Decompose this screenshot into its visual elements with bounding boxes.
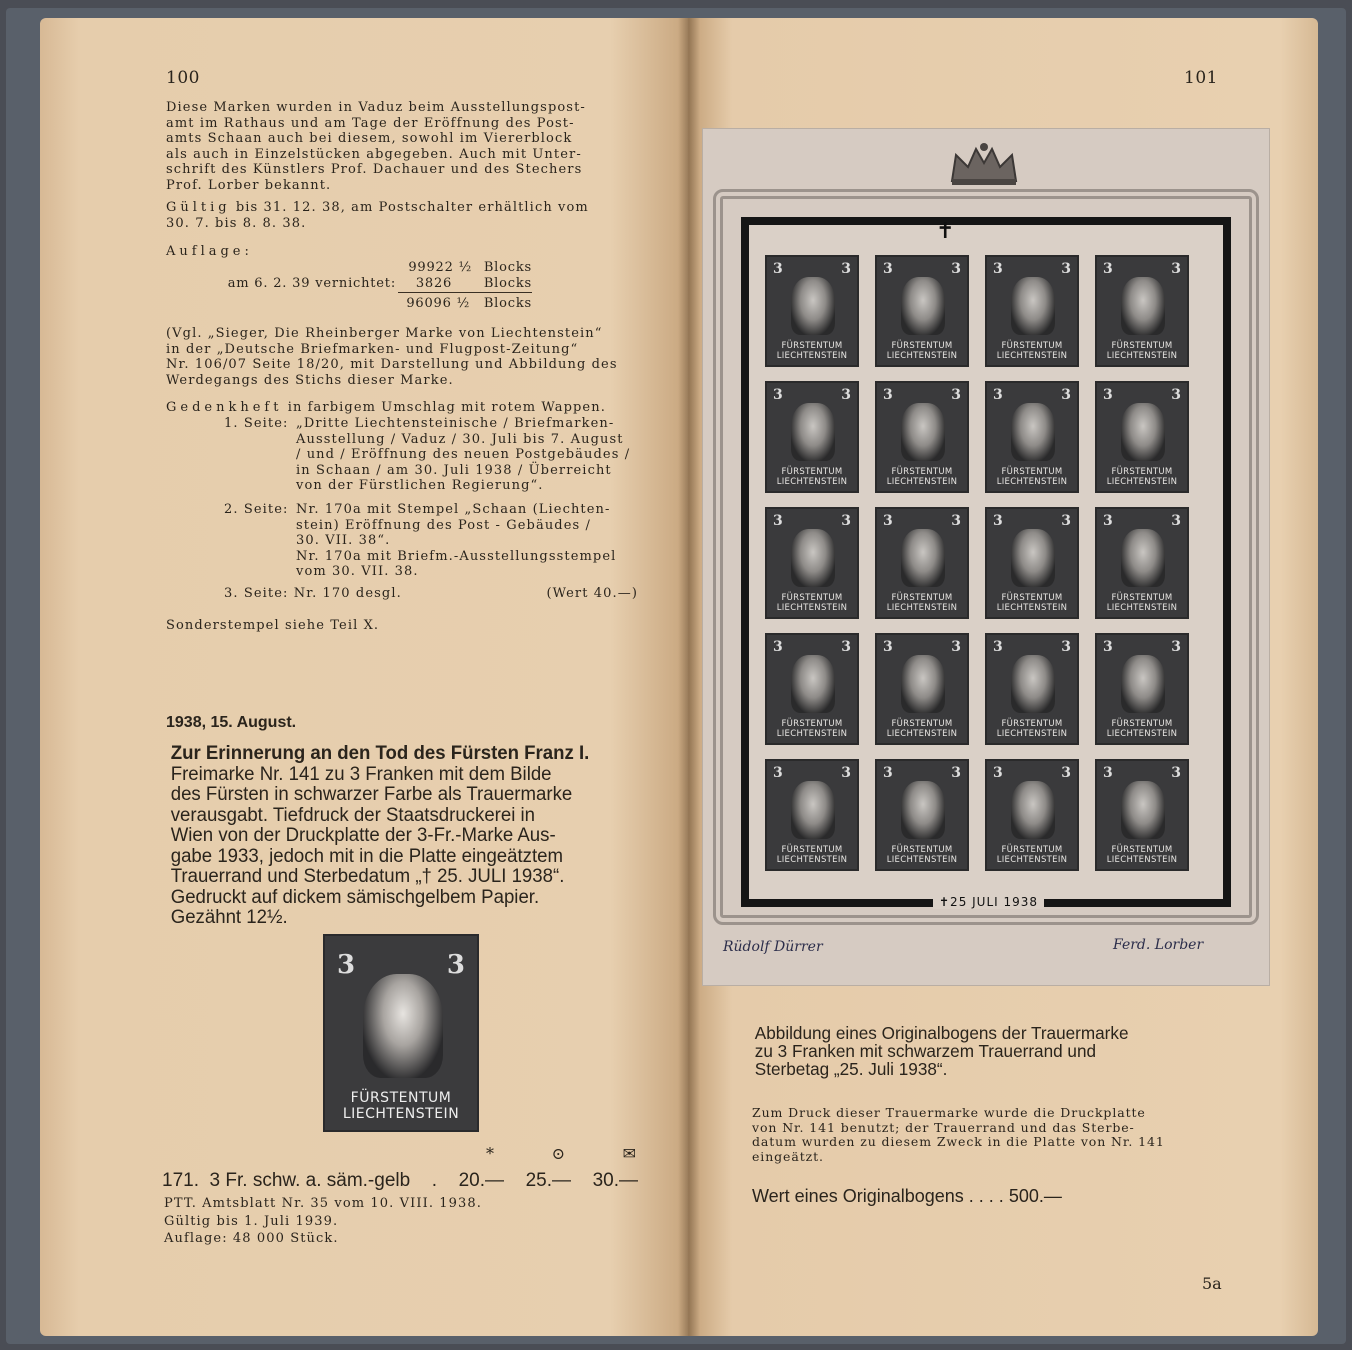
edition-row: 3826 Blocks <box>398 276 532 294</box>
main-paragraph: Zur Erinnerung an den Tod des Fürsten Franz I. Freimarke Nr. 141 zu 3 Franken mit dem Bilde des Fürsten in schwarzer Farbe als Trauermarke verausgabt. Tiefdruck der Staatsdruckerei in Wien von der Druckplatte der 3-Fr.-Marke Aus- gabe 1933, jedoch mit in die Platte eingeätztem Trauerrand und Sterbedatum „† 25. JULI 1938“. Gedruckt auf dickem sämischgelbem Papier. Gezähnt 12½. <box>171 744 634 929</box>
side2-label: 2. Seite: <box>224 502 289 517</box>
sheet-stamp: 3 3 FÜRSTENTUM LIECHTENSTEIN <box>875 507 969 619</box>
reference-paragraph <box>166 326 638 388</box>
left-page <box>40 18 688 1336</box>
catalog-desc: 3 Fr. schw. a. säm.-gelb <box>209 1170 411 1191</box>
used-icon: ⊙ <box>551 1144 565 1163</box>
intro-line: schrift des Künstlers Prof. Dachauer und des Stechers <box>166 162 583 177</box>
intro-line: amt im Rathaus und am Tage der Eröffnung des Post- <box>166 115 575 131</box>
sheet-stamp: 3 3 FÜRSTENTUM LIECHTENSTEIN <box>985 759 1079 871</box>
edition-label: Auflage: <box>166 244 253 259</box>
sheet-stamp: 3 3 FÜRSTENTUM LIECHTENSTEIN <box>1095 507 1189 619</box>
sheet-stamp: 3 3 FÜRSTENTUM LIECHTENSTEIN <box>1095 255 1189 367</box>
intro-line: Prof. Lorber bekannt. <box>166 177 332 193</box>
validity-label: Gültig <box>166 200 231 215</box>
signature-artist: Rüdolf Dürrer <box>723 939 823 955</box>
reference-line: in der „Deutsche Briefmarken- und Flugpost-Zeitung“ <box>166 341 579 357</box>
sheet-stamp: 3 3 FÜRSTENTUM LIECHTENSTEIN <box>765 507 859 619</box>
page-number-left: 100 <box>166 68 200 88</box>
sheet-stamp: 3 3 FÜRSTENTUM LIECHTENSTEIN <box>765 255 859 367</box>
sheet-caption: Abbildung eines Originalbogens der Trauermarke zu 3 Franken mit schwarzem Trauerrand und Sterbetag „25. Juli 1938“. <box>754 1023 1129 1079</box>
edition-table: 99922 ½ Blocks 3826 Blocks am 6. 2. 39 vernichtet: 96096 ½ Blocks <box>220 260 532 312</box>
reference-line: Werdegangs des Stichs dieser Marke. <box>166 372 454 388</box>
crown-icon <box>948 141 1020 187</box>
validity-paragraph <box>166 200 638 231</box>
intro-paragraph <box>166 100 638 193</box>
sheet-stamp: 3 3 FÜRSTENTUM LIECHTENSTEIN <box>985 507 1079 619</box>
stamp-label: FÜRSTENTUM LIECHTENSTEIN <box>342 1090 460 1122</box>
side1-label: 1. Seite: <box>224 416 289 431</box>
sheet-stamp: 3 3 FÜRSTENTUM LIECHTENSTEIN <box>1095 759 1189 871</box>
intro-line: als auch in Einzelstücken abgegeben. Auch mit Unter- <box>166 146 582 162</box>
price-mint: 20.— <box>458 1170 505 1191</box>
side1-text: „Dritte Liechtensteinische / Briefmarken- Ausstellung / Vaduz / 30. Juli bis 7. August / und / Eröffnung des neuen Postgebäudes / in Schaan / am 30. Juli 1938 / Überreicht von der Fürstlichen Regierung“. <box>296 416 631 493</box>
portrait-oval <box>363 974 443 1078</box>
side3-row: 3. Seite: Nr. 170 desgl. (Wert 40.—) <box>224 586 638 601</box>
intro-line: amts Schaan auch bei diesem, sowohl im Viererblock <box>166 131 573 146</box>
book-spread <box>6 8 1346 1344</box>
reference-line: (Vgl. „Sieger, Die Rheinberger Marke von Liechtenstein“ <box>166 326 603 341</box>
stamp-image <box>323 934 479 1132</box>
stamp-value: 3 <box>446 950 465 980</box>
booklet-intro: in farbigem Umschlag mit rotem Wappen. <box>287 400 606 415</box>
sheet-stamp: 3 3 FÜRSTENTUM LIECHTENSTEIN <box>875 381 969 493</box>
sheet-stamp: 3 3 FÜRSTENTUM LIECHTENSTEIN <box>1095 381 1189 493</box>
signature-engraver: Ferd. Lorber <box>1113 937 1204 953</box>
mint-icon: * <box>486 1144 494 1163</box>
sheet-stamp: 3 3 FÜRSTENTUM LIECHTENSTEIN <box>1095 633 1189 745</box>
sheet-stamp: 3 3 FÜRSTENTUM LIECHTENSTEIN <box>875 633 969 745</box>
sheet-date: ✝25 JULI 1938 <box>933 895 1044 909</box>
sheet-value-row <box>752 1186 1062 1207</box>
validity-line: 30. 7. bis 8. 8. 38. <box>166 215 307 231</box>
edition-row: 96096 ½ Blocks <box>406 296 532 311</box>
stamp-sheet-photo <box>702 128 1270 986</box>
sheet-stamp: 3 3 FÜRSTENTUM LIECHTENSTEIN <box>875 759 969 871</box>
sheet-stamp: 3 3 FÜRSTENTUM LIECHTENSTEIN <box>985 255 1079 367</box>
sheet-stamp: 3 3 FÜRSTENTUM LIECHTENSTEIN <box>765 759 859 871</box>
sheet-stamp: 3 3 FÜRSTENTUM LIECHTENSTEIN <box>875 255 969 367</box>
intro-line: Diese Marken wurden in Vaduz beim Ausstellungspost- <box>166 100 586 115</box>
booklet-heading <box>166 400 638 416</box>
sheet-stamp: 3 3 FÜRSTENTUM LIECHTENSTEIN <box>765 381 859 493</box>
sheet-stamp: 3 3 FÜRSTENTUM LIECHTENSTEIN <box>985 381 1079 493</box>
sheet-value-label: Wert eines Originalbogens . . . . <box>752 1186 1004 1206</box>
side2-text: Nr. 170a mit Stempel „Schaan (Liechten- stein) Eröffnung des Post - Gebäudes / 30. VII. 38“. Nr. 170a mit Briefm.-Ausstellungsstempel vom 30. VII. 38. <box>296 502 617 579</box>
sheet-note: Zum Druck dieser Trauermarke wurde die Druckplatte von Nr. 141 benutzt; der Trauerrand und das Sterbe- datum wurden zu diesem Zweck in die Platte von Nr. 141 eingeätzt. <box>752 1105 1165 1164</box>
main-title: Zur Erinnerung an den Tod des Fürsten Franz I. <box>170 743 590 764</box>
price-symbols <box>486 1144 636 1163</box>
edition-row: 99922 ½ Blocks <box>408 260 532 275</box>
cross-icon: ✝ <box>936 219 955 244</box>
date-heading: 1938, 15. August. <box>166 714 297 731</box>
stamp-grid <box>765 255 1211 871</box>
cover-icon: ✉ <box>622 1144 636 1163</box>
catalog-notes: PTT. Amtsblatt Nr. 35 vom 10. VIII. 1938. Gültig bis 1. Juli 1939. Auflage: 48 000 Stück. <box>164 1196 483 1246</box>
catalog-number: 171. <box>162 1170 199 1191</box>
stamp-value: 3 <box>337 950 356 980</box>
catalog-row: 171. 3 Fr. schw. a. säm.-gelb . 20.— 25.— 30.— <box>162 1170 638 1191</box>
signature-mark: 5a <box>1202 1274 1222 1293</box>
price-cover: 30.— <box>592 1170 638 1191</box>
special-stamp-note: Sonderstempel siehe Teil X. <box>166 618 380 633</box>
reference-line: Nr. 106/07 Seite 18/20, mit Darstellung und Abbildung des <box>166 357 618 372</box>
sheet-value-price: 500.— <box>1008 1186 1062 1206</box>
sheet-stamp: 3 3 FÜRSTENTUM LIECHTENSTEIN <box>765 633 859 745</box>
validity-line: bis 31. 12. 38, am Postschalter erhältlich vom <box>235 200 589 215</box>
side3-value: (Wert 40.—) <box>546 586 638 601</box>
price-used: 25.— <box>525 1170 571 1191</box>
right-page <box>688 18 1318 1336</box>
page-number-right: 101 <box>1184 68 1218 88</box>
booklet-label: Gedenkheft <box>166 400 283 415</box>
sheet-stamp: 3 3 FÜRSTENTUM LIECHTENSTEIN <box>985 633 1079 745</box>
book-gutter <box>678 18 700 1336</box>
